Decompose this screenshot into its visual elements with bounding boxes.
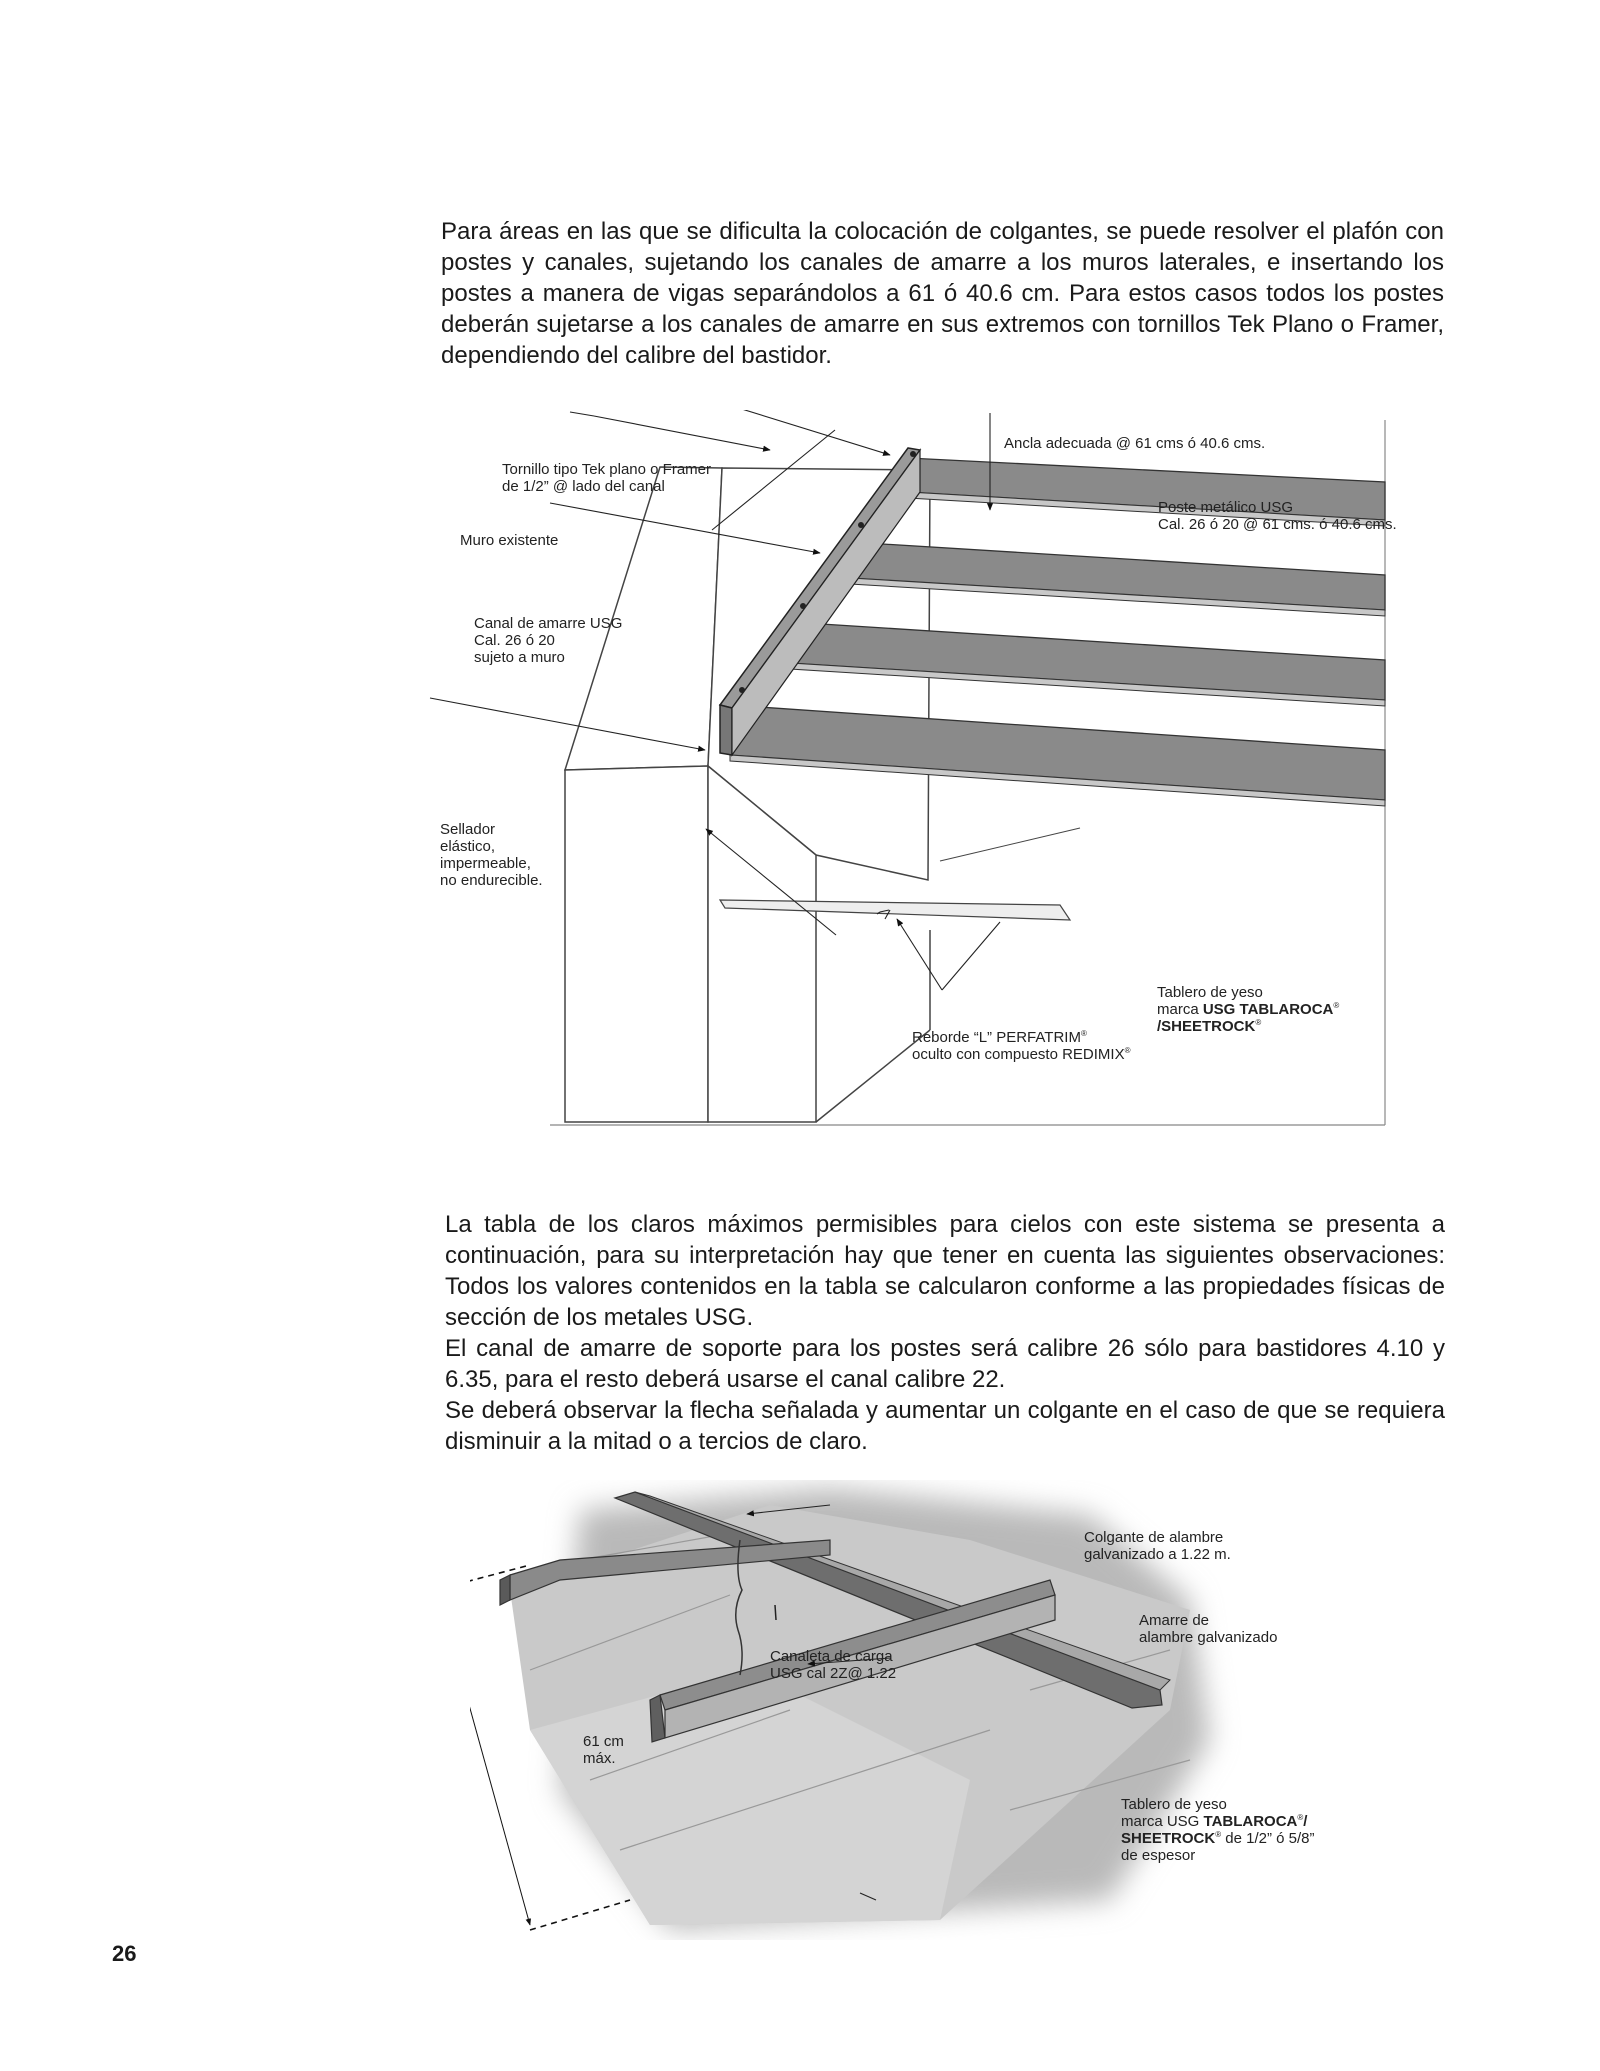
label-sellador-2: elástico, xyxy=(440,838,496,855)
label-sellador-4: no endurecible. xyxy=(440,872,543,889)
label-canaleta-2: USG cal 2Z@ 1.22 xyxy=(770,1665,897,1682)
intro-paragraph xyxy=(441,216,1444,371)
intro-text: Para áreas en las que se dificulta la colocación de colgantes, se puede resolver el plafón con postes y canales, sujetando los canales de amarre a los muros laterales, e insertando los postes a manera de vigas separándolos a 61 ó 40.6 cm. Para estos casos todos los postes deberán sujetarse a los canales de amarre en sus extremos con tornillos Tek Plano o Framer, dependiendo del calibre del bastidor. xyxy=(441,218,1444,369)
label-tablero2-2: marca USG TABLAROCA®/ xyxy=(1121,1813,1308,1830)
suspended-ceiling-drawing xyxy=(470,1480,1400,1940)
label-canal-1: Canal de amarre USG xyxy=(474,615,623,632)
label-amarre-1: Amarre de xyxy=(1139,1612,1210,1629)
label-poste-1: Poste metálico USG xyxy=(1158,499,1294,516)
label-amarre-2: alambre galvanizado xyxy=(1139,1629,1278,1646)
label-max-1: 61 cm xyxy=(583,1733,624,1750)
label-reborde-2: oculto con compuesto REDIMIX® xyxy=(912,1046,1131,1063)
label-tablero2-4: de espesor xyxy=(1121,1847,1196,1864)
label-colgante-2: galvanizado a 1.22 m. xyxy=(1084,1546,1231,1563)
label-canaleta-1: Canaleta de carga xyxy=(770,1648,893,1665)
label-tablero2-3: SHEETROCK® de 1/2” ó 5/8” xyxy=(1121,1830,1315,1847)
label-colgante-1: Colgante de alambre xyxy=(1084,1529,1224,1546)
label-tablero2-1: Tablero de yeso xyxy=(1121,1796,1227,1813)
label-max-2: máx. xyxy=(583,1750,616,1767)
label-tablero-3: /SHEETROCK® xyxy=(1157,1018,1262,1035)
label-canal-2: Cal. 26 ó 20 xyxy=(474,632,555,649)
body-paragraph-3: Se deberá observar la flecha señalada y aumentar un colgante en el caso de que se requiera disminuir a la mitad o a tercios de claro. xyxy=(445,1397,1445,1455)
label-tornillo-2: de 1/2” @ lado del canal xyxy=(502,478,665,495)
label-reborde-1: Reborde “L” PERFATRIM® xyxy=(912,1029,1087,1046)
label-muro: Muro existente xyxy=(460,532,559,549)
label-ancla: Ancla adecuada @ 61 cms ó 40.6 cms. xyxy=(1004,435,1266,452)
label-sellador-1: Sellador xyxy=(440,821,496,838)
label-tornillo-1: Tornillo tipo Tek plano o Framer xyxy=(502,461,711,478)
page-number: 26 xyxy=(112,1941,137,1966)
body-paragraph-2: El canal de amarre de soporte para los postes será calibre 26 sólo para bastidores 4.10 y 6.35, para el resto deberá usarse el canal calibre 22. xyxy=(445,1335,1445,1393)
body-paragraph-1: La tabla de los claros máximos permisibles para cielos con este sistema se presenta a continuación, para su interpretación hay que tener en cuenta las siguientes observaciones: Todos los valores contenidos en la tabla se calcularon conforme a las propiedades físicas de sección de los metales USG. xyxy=(445,1211,1445,1331)
label-canal-3: sujeto a muro xyxy=(474,649,565,666)
ceiling-framing-diagram xyxy=(420,410,1400,1140)
label-sellador-3: impermeable, xyxy=(440,855,531,872)
label-tablero-1: Tablero de yeso xyxy=(1157,984,1263,1001)
suspended-ceiling-diagram xyxy=(470,1480,1400,1940)
label-poste-2: Cal. 26 ó 20 @ 61 cms. ó 40.6 cms. xyxy=(1158,516,1397,533)
label-tablero-2: marca USG TABLAROCA® xyxy=(1157,1001,1340,1018)
body-paragraphs xyxy=(445,1209,1445,1457)
